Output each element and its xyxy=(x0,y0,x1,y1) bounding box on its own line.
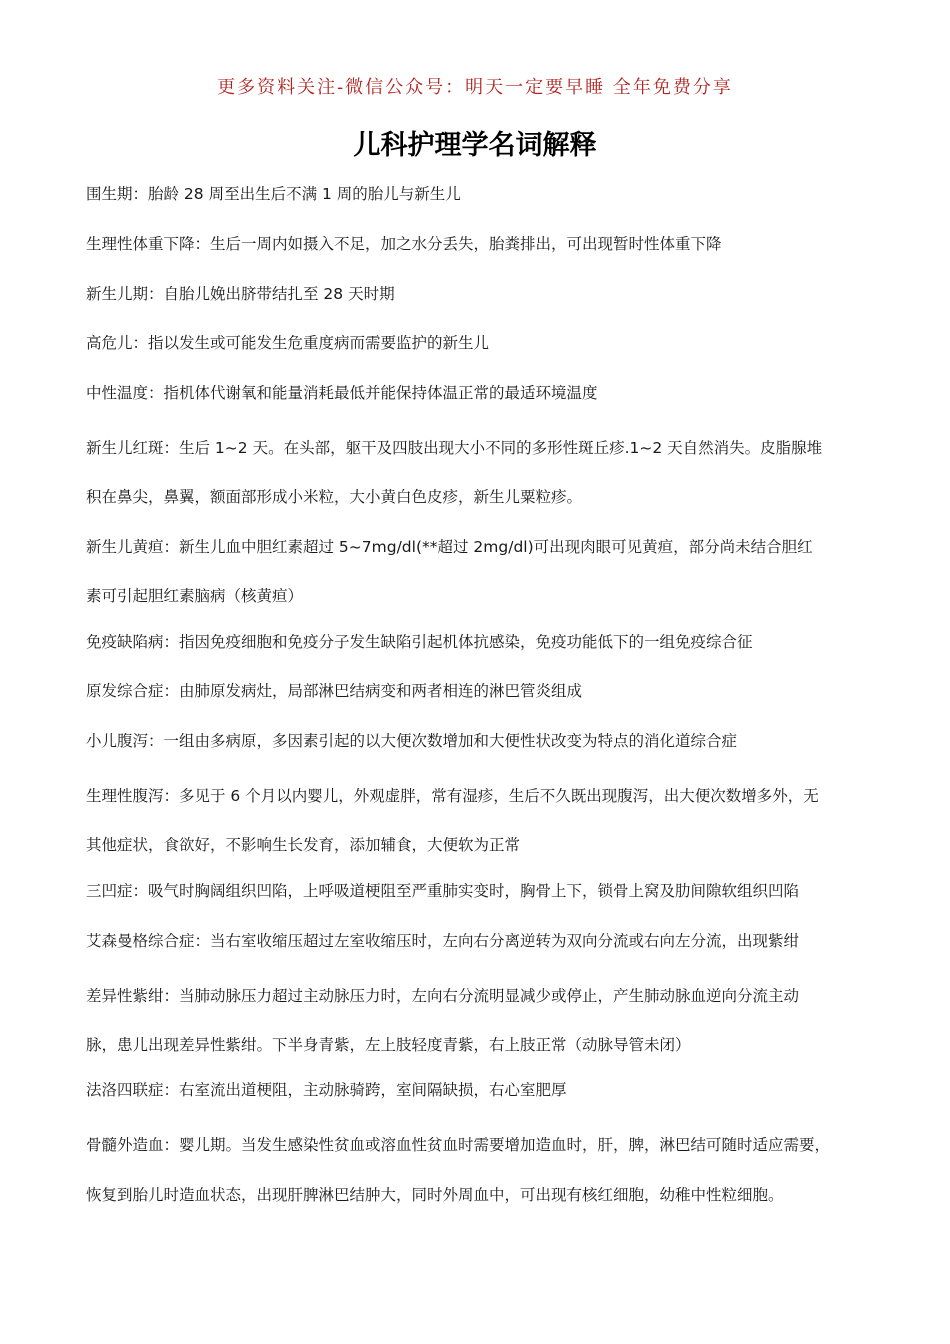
term-line-continuation: 脉，患儿出现差异性紫绀。下半身青紫，左上肢轻度青紫，右上肢正常（动脉导管未闭） xyxy=(86,1036,691,1054)
header-note: 更多资料关注-微信公众号：明天一定要早睡 全年免费分享 xyxy=(217,77,733,98)
term-line: 围生期：胎龄 28 周至出生后不满 1 周的胎儿与新生儿 xyxy=(86,185,461,203)
term-line-continuation: 其他症状，食欲好，不影响生长发育，添加辅食，大便软为正常 xyxy=(86,836,521,854)
term-line: 新生儿黄疸：新生儿血中胆红素超过 5~7mg/dl(**超过 2mg/dl)可出现肉眼可见黄疸，部分尚未结合胆红 xyxy=(86,538,813,556)
term-line: 骨髓外造血：婴儿期。当发生感染性贫血或溶血性贫血时需要增加造血时，肝，脾，淋巴结可随时适应需要， xyxy=(86,1136,831,1154)
term-line: 小儿腹泻：一组由多病原，多因素引起的以大便次数增加和大便性状改变为特点的消化道综合症 xyxy=(86,732,738,750)
term-line: 生理性腹泻：多见于 6 个月以内婴儿，外观虚胖，常有湿疹，生后不久既出现腹泻，出大便次数增多外，无 xyxy=(86,787,819,805)
term-line: 高危儿：指以发生或可能发生危重度病而需要监护的新生儿 xyxy=(86,334,490,352)
page-title: 儿科护理学名词解释 xyxy=(353,130,597,161)
term-line: 法洛四联症：右室流出道梗阻，主动脉骑跨，室间隔缺损，右心室肥厚 xyxy=(86,1081,567,1099)
term-line: 生理性体重下降：生后一周内如摄入不足，加之水分丢失，胎粪排出，可出现暂时性体重下降 xyxy=(86,235,722,253)
term-line: 新生儿期：自胎儿娩出脐带结扎至 28 天时期 xyxy=(86,285,395,303)
term-line-continuation: 素可引起胆红素脑病（核黄疸） xyxy=(86,587,304,605)
term-line: 差异性紫绀：当肺动脉压力超过主动脉压力时，左向右分流明显减少或停止，产生肺动脉血逆向分流主动 xyxy=(86,987,800,1005)
term-line: 中性温度：指机体代谢氧和能量消耗最低并能保持体温正常的最适环境温度 xyxy=(86,384,598,402)
term-line-continuation: 恢复到胎儿时造血状态，出现肝脾淋巴结肿大，同时外周血中，可出现有核红细胞，幼稚中性粒细胞。 xyxy=(86,1186,784,1204)
term-line-continuation: 积在鼻尖，鼻翼，额面部形成小米粒，大小黄白色皮疹，新生儿粟粒疹。 xyxy=(86,488,583,506)
term-line: 新生儿红斑：生后 1~2 天。在头部，躯干及四肢出现大小不同的多形性斑丘疹.1~2 天自然消失。皮脂腺堆 xyxy=(86,439,823,457)
term-line: 免疫缺陷病：指因免疫细胞和免疫分子发生缺陷引起机体抗感染，免疫功能低下的一组免疫综合征 xyxy=(86,633,753,651)
term-line: 原发综合症：由肺原发病灶，局部淋巴结病变和两者相连的淋巴管炎组成 xyxy=(86,682,583,700)
term-line: 三凹症：吸气时胸阔组织凹陷，上呼吸道梗阻至严重肺实变时，胸骨上下，锁骨上窝及肋间隙软组织凹陷 xyxy=(86,882,800,900)
term-line: 艾森曼格综合症：当右室收缩压超过左室收缩压时，左向右分离逆转为双向分流或右向左分流，出现紫绀 xyxy=(86,932,800,950)
